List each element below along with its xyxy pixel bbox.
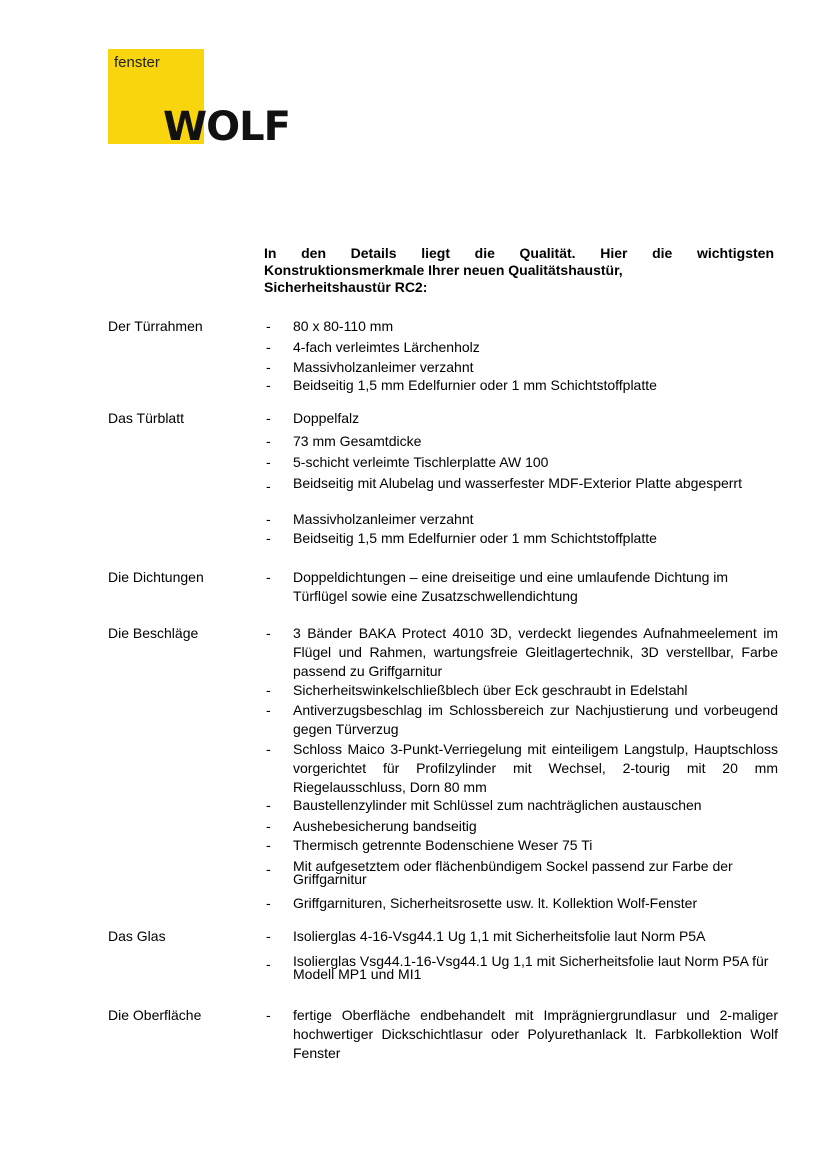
list-item: - Baustellenzylinder mit Schlüssel zum nachträglichen austauschen (266, 797, 702, 813)
bullet-dash: - (266, 478, 271, 494)
logo-fenster-text: fenster (114, 54, 160, 71)
intro-line-3: Sicherheitshaustür RC2: (264, 279, 428, 295)
bullet-dash: - (266, 530, 271, 546)
intro-line-1: In den Details liegt die Qualität. Hier die wichtigsten (264, 245, 774, 261)
list-item: - Beidseitig 1,5 mm Edelfurnier oder 1 mm Schichtstoffplatte (266, 377, 657, 393)
bullet-dash: - (266, 625, 271, 641)
bullet-dash: - (266, 339, 271, 355)
bullet-dash: - (266, 818, 271, 834)
list-item: - Massivholzanleimer verzahnt (266, 511, 474, 527)
section-label-tuerblatt: Das Türblatt (108, 410, 184, 426)
section-label-beschlaege: Die Beschläge (108, 625, 199, 641)
section-label-oberflaeche: Die Oberfläche (108, 1007, 202, 1023)
list-item: - Beidseitig mit Alubelag und wasserfester MDF-Exterior Platte abgesperrt (266, 475, 742, 494)
bullet-dash: - (266, 702, 271, 718)
bullet-dash: - (266, 377, 271, 393)
list-item: - fertige Oberfläche endbehandelt mit Imprägniergrundlasur und 2-maliger hochwertiger Dickschichtlasur oder Polyurethanlack lt. Farbkollektion Wolf Fenster (266, 1007, 778, 1061)
bullet-dash: - (266, 861, 271, 877)
logo-wolf-text: WOLF (163, 104, 290, 150)
bullet-dash: - (266, 837, 271, 853)
bullet-dash: - (266, 682, 271, 698)
list-item: - Mit aufgesetztem oder flächenbündigem Sockel passend zur Farbe der Griffgarnitur (266, 858, 733, 887)
list-item: - Doppelfalz (266, 410, 360, 426)
bullet-dash: - (266, 511, 271, 527)
list-item: - 4-fach verleimtes Lärchenholz (266, 339, 480, 355)
bullet-dash: - (266, 569, 271, 585)
list-item: - Isolierglas Vsg44.1-16-Vsg44.1 Ug 1,1 mit Sicherheitsfolie laut Norm P5A für Modell MP1 und MI1 (266, 953, 769, 982)
list-item: - Doppeldichtungen – eine dreiseitige und eine umlaufende Dichtung im Türflügel sowie eine Zusatzschwellendichtung (266, 569, 729, 604)
bullet-dash: - (266, 797, 271, 813)
bullet-dash: - (266, 1007, 271, 1023)
list-item: - Schloss Maico 3-Punkt-Verriegelung mit einteiligem Langstulp, Hauptschloss vorgerichtet für Profilzylinder mit Wechsel, 2-tourig mit 20 mm Riegelausschluss, Dorn 80 mm (266, 741, 778, 795)
list-item: - Beidseitig 1,5 mm Edelfurnier oder 1 mm Schichtstoffplatte (266, 530, 657, 546)
bullet-dash: - (266, 928, 271, 944)
section-label-dichtungen: Die Dichtungen (108, 569, 204, 585)
bullet-dash: - (266, 318, 271, 334)
section-label-glas: Das Glas (108, 928, 166, 944)
bullet-dash: - (266, 359, 271, 375)
list-item: - Massivholzanleimer verzahnt (266, 359, 474, 375)
bullet-dash: - (266, 956, 271, 972)
list-item: - Aushebesicherung bandseitig (266, 818, 477, 834)
section-label-tuerrahmen: Der Türrahmen (108, 318, 203, 334)
bullet-dash: - (266, 895, 271, 911)
company-logo (108, 49, 290, 150)
intro-line-2: Konstruktionsmerkmale Ihrer neuen Qualitätshaustür, (264, 262, 623, 278)
list-item: - Griffgarnituren, Sicherheitsrosette usw. lt. Kollektion Wolf-Fenster (266, 895, 698, 911)
list-item: - 3 Bänder BAKA Protect 4010 3D, verdeckt liegendes Aufnahmeelement im Flügel und Rahmen, wartungsfreie Gleitlagertechnik, 3D verstellbar, Farbe passend zu Griffgarnitur (266, 625, 778, 679)
intro-heading (264, 245, 774, 296)
bullet-dash: - (266, 741, 271, 757)
list-item: - Isolierglas 4-16-Vsg44.1 Ug 1,1 mit Sicherheitsfolie laut Norm P5A (266, 928, 706, 944)
bullet-dash: - (266, 454, 271, 470)
list-item: - Thermisch getrennte Bodenschiene Weser 75 Ti (266, 837, 593, 853)
list-item: - Antiverzugsbeschlag im Schlossbereich zur Nachjustierung und vorbeugend gegen Türverzug (266, 702, 778, 737)
list-item: - 5-schicht verleimte Tischlerplatte AW 100 (266, 454, 549, 470)
list-item: - 73 mm Gesamtdicke (266, 433, 422, 449)
list-item: - 80 x 80-110 mm (266, 318, 394, 334)
bullet-dash: - (266, 433, 271, 449)
list-item: - Sicherheitswinkelschließblech über Eck geschraubt in Edelstahl (266, 682, 688, 698)
bullet-dash: - (266, 410, 271, 426)
